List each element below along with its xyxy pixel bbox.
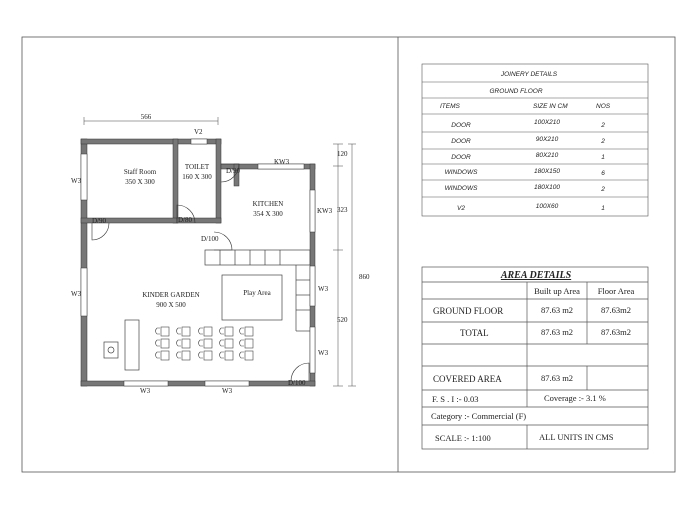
w3-bottom-2-label: W3 [222, 387, 233, 395]
w3-bottom-1-label: W3 [140, 387, 151, 395]
student-desk [204, 327, 212, 336]
joinery-row-size: 100X60 [535, 203, 559, 210]
kitchen-size: 354 X 300 [253, 210, 283, 218]
student-chair [240, 328, 245, 334]
joinery-row-size: 80X210 [535, 152, 559, 159]
joinery-row-nos: 2 [601, 186, 605, 193]
student-desk [245, 327, 253, 336]
joinery-row-item: V2 [457, 205, 465, 212]
dim-323: 323 [337, 206, 348, 214]
joinery-row-item: WINDOWS [444, 185, 478, 192]
student-desk [161, 351, 169, 360]
joinery-row-nos: 1 [601, 154, 605, 161]
student-chair [240, 340, 245, 346]
student-chair [220, 340, 225, 346]
joinery-row-item: DOOR [451, 138, 471, 145]
joinery-row-nos: 2 [601, 122, 605, 129]
area-fsi: F. S . I :- 0.03 [432, 394, 479, 404]
kw3-top-label: KW3 [274, 158, 290, 166]
joinery-header-size: SIZE IN CM [533, 103, 568, 110]
student-chair [177, 352, 182, 358]
joinery-header-items: ITEMS [440, 103, 460, 110]
student-desk [161, 327, 169, 336]
area-covered-label: COVERED AREA [433, 374, 502, 384]
area-total-label: TOTAL [460, 328, 489, 338]
area-units: ALL UNITS IN CMS [539, 432, 614, 442]
joinery-row-size: 90X210 [535, 136, 559, 143]
student-chair [199, 340, 204, 346]
student-desks [156, 327, 254, 360]
staff-room-name: Staff Room [123, 168, 157, 176]
joinery-row-nos: 6 [601, 170, 605, 177]
student-desk [225, 351, 233, 360]
area-covered-value: 87.63 m2 [540, 373, 574, 383]
dim-120: 120 [337, 150, 348, 158]
student-chair [240, 352, 245, 358]
joinery-table [422, 64, 648, 216]
play-area-name: Play Area [243, 289, 271, 297]
student-chair [177, 340, 182, 346]
staff-room-size: 350 X 300 [125, 178, 155, 186]
student-desk [182, 339, 190, 348]
w3-right-1-label: W3 [318, 285, 329, 293]
student-chair [220, 328, 225, 334]
area-ground-label: GROUND FLOOR [433, 306, 504, 316]
teacher-chair [104, 342, 118, 358]
area-table [422, 267, 648, 449]
student-chair [177, 328, 182, 334]
joinery-header-nos: NOS [596, 103, 611, 110]
joinery-row-item: DOOR [451, 122, 471, 129]
joinery-row-nos: 2 [601, 138, 605, 145]
kitchen-name: KITCHEN [252, 200, 284, 208]
joinery-row-item: WINDOWS [444, 169, 478, 176]
student-chair [199, 352, 204, 358]
student-desk [225, 339, 233, 348]
w3-right-2-label: W3 [318, 349, 329, 357]
area-total-built: 87.63 m2 [540, 327, 574, 337]
student-desk [182, 351, 190, 360]
area-scale: SCALE :- 1:100 [435, 433, 491, 443]
joinery-row-size: 180X150 [533, 168, 561, 175]
joinery-subtitle: GROUND FLOOR [489, 88, 543, 95]
d90-toilet-side-label: D/90 [226, 167, 240, 175]
student-chair [156, 328, 161, 334]
joinery-row-nos: 1 [601, 205, 605, 212]
door-swings [92, 164, 309, 381]
d100-bottom-label: D/100 [288, 379, 306, 387]
dim-520: 520 [337, 316, 348, 324]
area-ground-built: 87.63 m2 [540, 305, 574, 315]
teacher-desk [125, 320, 139, 370]
kinder-garden-size: 900 X 500 [156, 301, 186, 309]
student-chair [156, 340, 161, 346]
v2-label: V2 [194, 128, 203, 136]
student-desk [225, 327, 233, 336]
d100-kitchen-label: D/100 [201, 235, 219, 243]
joinery-row-size: 180X100 [533, 184, 561, 191]
toilet-size: 160 X 300 [182, 173, 212, 181]
student-chair [156, 352, 161, 358]
student-desk [204, 339, 212, 348]
student-chair [199, 328, 204, 334]
student-desk [245, 339, 253, 348]
toilet-name: TOILET [184, 163, 210, 171]
joinery-row-item: DOOR [451, 154, 471, 161]
student-desk [204, 351, 212, 360]
student-desk [182, 327, 190, 336]
d80-label: D/80 [178, 216, 192, 224]
kinder-garden-name: KINDER GARDEN [142, 291, 200, 299]
area-title: AREA DETAILS [500, 270, 572, 281]
student-desk [245, 351, 253, 360]
area-col-built: Built up Area [534, 286, 580, 296]
floor-plan [81, 117, 356, 386]
area-ground-floor: 87.63m2 [601, 305, 631, 315]
play-area-box [222, 275, 282, 320]
area-total-floor: 87.63m2 [601, 327, 631, 337]
student-desk [161, 339, 169, 348]
joinery-row-size: 100X210 [533, 119, 561, 126]
w3-left-top-label: W3 [71, 177, 82, 185]
w3-left-mid-label: W3 [71, 290, 82, 298]
kw3-right-label: KW3 [317, 207, 333, 215]
student-chair [220, 352, 225, 358]
joinery-title: JOINERY DETAILS [500, 71, 558, 78]
dim-860: 860 [359, 273, 370, 281]
d90-staff-label: D/90 [92, 217, 106, 225]
area-coverage: Coverage :- 3.1 % [544, 393, 606, 403]
area-category: Category :- Commercial (F) [431, 411, 527, 421]
dim-top-width: 566 [140, 113, 152, 121]
area-col-floor: Floor Area [597, 286, 635, 296]
